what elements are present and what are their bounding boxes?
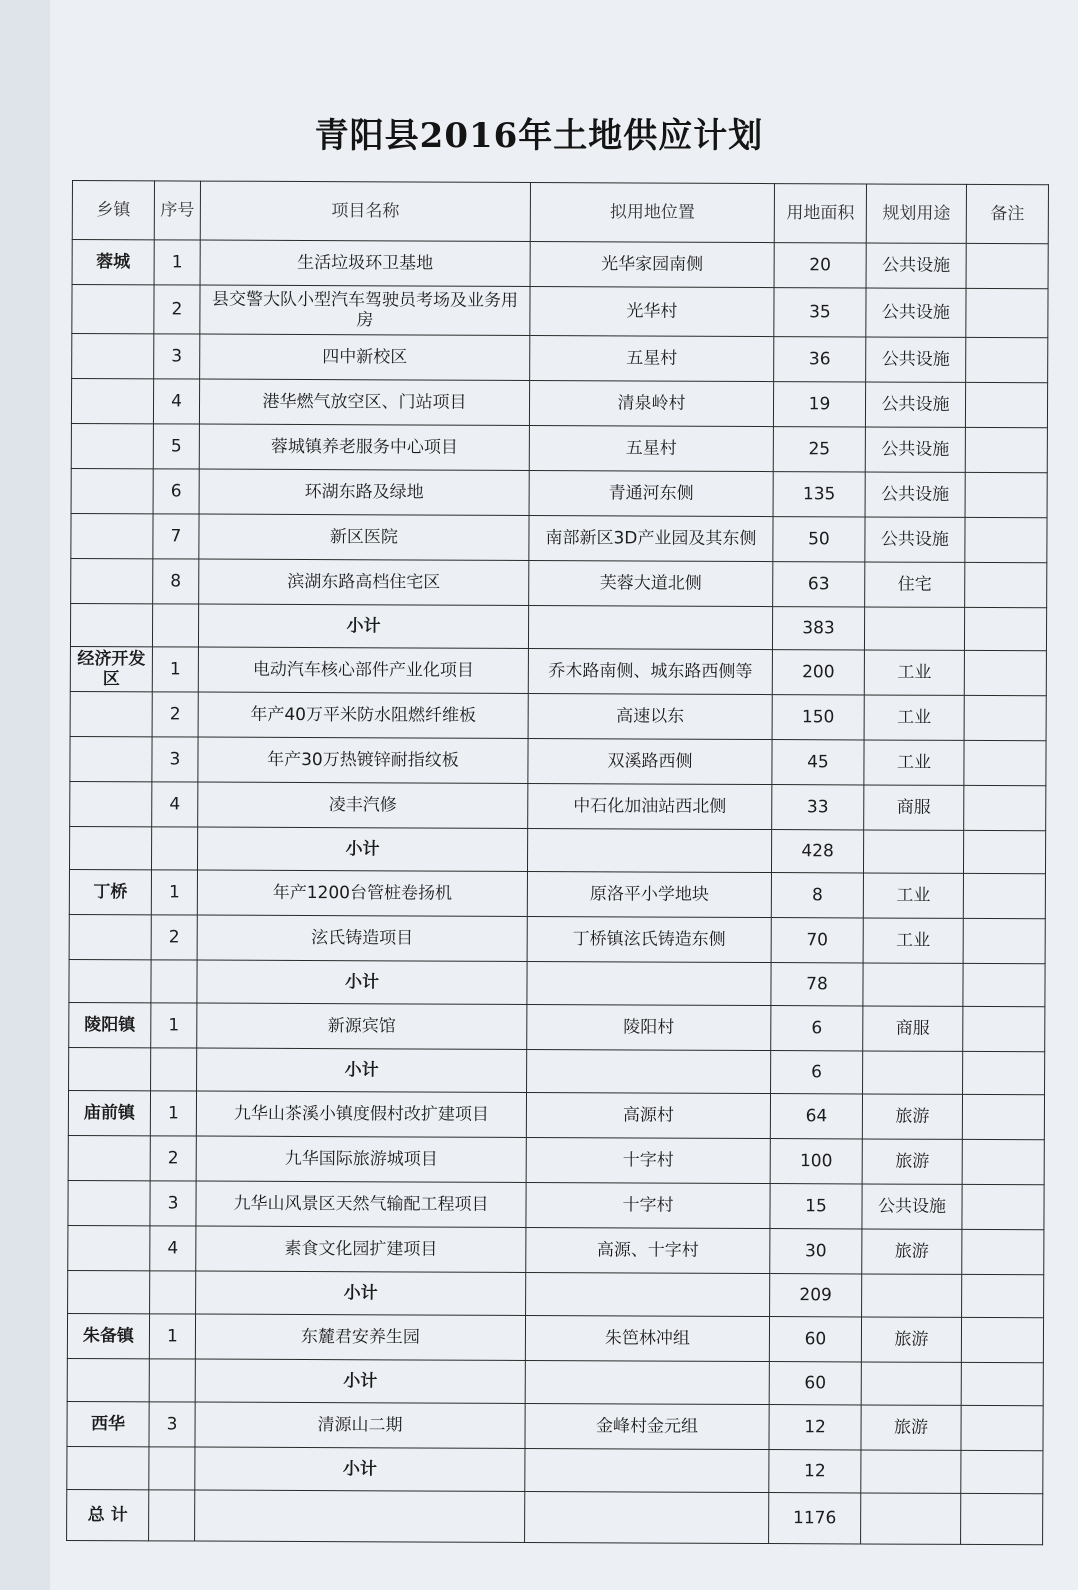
table-row [68,1180,1044,1229]
project-name-cell: 素食文化园扩建项目 [196,1226,526,1272]
town-cell: 总 计 [67,1489,149,1540]
table-row [71,423,1047,472]
area-cell: 70 [771,918,863,963]
subtotal-row [69,959,1045,1006]
area-cell: 60 [769,1362,861,1405]
area-cell: 428 [771,830,863,873]
town-cell [68,1225,150,1270]
table-row [72,285,1048,338]
use-cell [863,963,963,1006]
use-cell: 旅游 [862,1139,962,1184]
use-cell: 商服 [864,785,964,830]
note-cell [962,1094,1044,1139]
use-cell: 住宅 [865,562,965,607]
table-row [70,736,1046,785]
town-cell [70,736,152,781]
serial-cell: 3 [150,1181,196,1226]
location-cell: 高源、十字村 [526,1227,770,1273]
use-cell: 工业 [863,873,963,918]
town-cell: 经济开发区 [70,646,152,691]
area-cell: 100 [770,1139,862,1184]
table-row [67,1401,1043,1450]
project-name-cell: 小计 [196,1271,526,1315]
use-cell: 旅游 [861,1405,961,1450]
use-cell: 工业 [863,918,963,963]
area-cell: 33 [772,785,864,830]
project-name-cell [195,1490,525,1542]
column-header-note: 备注 [966,184,1048,243]
location-cell: 五星村 [530,335,774,381]
project-name-cell: 环湖东路及绿地 [199,469,529,515]
subtotal-row [70,603,1046,650]
use-cell: 公共设施 [866,243,966,288]
table-row [71,558,1047,607]
location-cell: 丁桥镇泫氏铸造东侧 [527,916,771,962]
area-cell: 30 [770,1229,862,1274]
area-cell: 6 [771,1051,863,1094]
serial-cell [149,1490,195,1541]
project-name-cell: 四中新校区 [200,334,530,380]
town-cell [72,334,154,379]
project-name-cell: 蓉城镇养老服务中心项目 [199,424,529,470]
table-row [71,513,1047,562]
document-title: 青阳县2016年土地供应计划 [314,116,764,156]
project-name-cell: 年产40万平米防水阻燃纤维板 [198,692,528,738]
serial-cell: 3 [149,1402,195,1447]
location-cell: 陵阳村 [527,1004,771,1050]
town-cell: 蓉城 [72,240,154,285]
column-header-project: 项目名称 [200,181,530,241]
project-name-cell: 县交警大队小型汽车驾驶员考场及业务用房 [200,285,530,335]
use-cell: 旅游 [861,1317,961,1362]
note-cell [965,562,1047,607]
area-cell: 20 [774,243,866,288]
note-cell [963,830,1045,873]
use-cell: 公共设施 [865,517,965,562]
town-cell [68,1180,150,1225]
location-cell: 朱笆林冲组 [525,1315,769,1361]
subtotal-row [69,826,1045,873]
note-cell [963,873,1045,918]
location-cell: 十字村 [526,1182,770,1228]
town-cell [71,513,153,558]
note-cell [962,1229,1044,1274]
note-cell [964,785,1046,830]
note-cell [963,1006,1045,1051]
project-name-cell: 小计 [197,960,527,1004]
serial-cell [149,1447,195,1490]
project-name-cell: 滨湖东路高档住宅区 [199,559,529,605]
project-name-cell: 小计 [195,1447,525,1491]
serial-cell: 2 [151,915,197,960]
table-row [70,646,1046,695]
note-cell [964,695,1046,740]
use-cell: 公共设施 [866,288,966,337]
project-name-cell: 新区医院 [199,514,529,560]
column-header-no: 序号 [154,181,200,240]
note-cell [962,1184,1044,1229]
location-cell: 南部新区3D产业园及其东侧 [529,515,773,561]
use-cell: 公共设施 [865,382,965,427]
town-cell [72,285,154,334]
serial-cell [149,1359,195,1402]
location-cell: 芙蓉大道北侧 [529,560,773,606]
serial-cell [152,604,198,647]
table-row [72,240,1048,289]
serial-cell: 2 [152,692,198,737]
project-name-cell: 九华国际旅游城项目 [196,1136,526,1182]
area-cell: 36 [774,337,866,382]
project-name-cell: 清源山二期 [195,1402,525,1448]
location-cell [527,961,771,1005]
table-row [69,869,1045,918]
location-cell: 高速以东 [528,693,772,739]
project-name-cell: 生活垃圾环卫基地 [200,240,530,286]
town-cell [71,423,153,468]
area-cell: 60 [769,1317,861,1362]
location-cell: 金峰村金元组 [525,1403,769,1449]
area-cell: 63 [773,562,865,607]
town-cell: 丁桥 [69,869,151,914]
subtotal-row [67,1446,1043,1493]
serial-cell: 4 [152,782,198,827]
town-cell [71,558,153,603]
location-cell: 原洛平小学地块 [527,871,771,917]
use-cell: 工业 [864,650,964,695]
serial-cell: 1 [151,1003,197,1048]
use-cell [861,1362,961,1405]
use-cell [862,1274,962,1317]
town-cell [70,603,152,646]
town-cell [70,691,152,736]
subtotal-row [69,1047,1045,1094]
note-cell [966,288,1048,337]
land-supply-table [66,180,1049,1545]
town-cell [68,1135,150,1180]
use-cell [863,830,963,873]
use-cell [861,1450,961,1493]
town-cell [69,959,151,1002]
note-cell [964,740,1046,785]
project-name-cell: 年产1200台管桩卷扬机 [197,870,527,916]
use-cell: 公共设施 [865,427,965,472]
serial-cell: 8 [153,559,199,604]
serial-cell: 6 [153,469,199,514]
note-cell [964,607,1046,650]
serial-cell: 2 [150,1136,196,1181]
note-cell [963,918,1045,963]
use-cell [861,1493,961,1544]
project-name-cell: 小计 [195,1359,525,1403]
town-cell [68,1270,150,1313]
location-cell: 光华村 [530,286,774,336]
location-cell: 光华家园南侧 [530,242,774,288]
location-cell: 十字村 [526,1137,770,1183]
town-cell: 朱备镇 [67,1313,149,1358]
location-cell [527,828,771,872]
location-cell: 高源村 [526,1092,770,1138]
note-cell [965,427,1047,472]
table-row [71,379,1047,428]
note-cell [965,472,1047,517]
town-cell [69,826,151,869]
area-cell: 50 [773,517,865,562]
location-cell: 乔木路南侧、城东路西侧等 [528,648,772,694]
note-cell [965,517,1047,562]
location-cell [527,1049,771,1093]
project-name-cell: 小计 [198,604,528,648]
serial-cell: 3 [152,737,198,782]
project-name-cell: 电动汽车核心部件产业化项目 [198,647,528,693]
note-cell [966,243,1048,288]
subtotal-row [67,1358,1043,1405]
use-cell: 公共设施 [865,472,965,517]
serial-cell: 5 [153,424,199,469]
town-cell [69,1047,151,1090]
use-cell: 工业 [864,740,964,785]
town-cell [69,914,151,959]
note-cell [961,1362,1043,1405]
project-name-cell: 九华山风景区天然气输配工程项目 [196,1181,526,1227]
table-row [67,1313,1043,1362]
location-cell [528,605,772,649]
project-name-cell: 年产30万热镀锌耐指纹板 [198,737,528,783]
note-cell [963,1051,1045,1094]
area-cell: 78 [771,963,863,1006]
note-cell [964,650,1046,695]
area-cell: 150 [772,695,864,740]
area-cell: 15 [770,1184,862,1229]
serial-cell: 4 [153,379,199,424]
area-cell: 45 [772,740,864,785]
location-cell: 青通河东侧 [529,470,773,516]
area-cell: 200 [772,650,864,695]
area-cell: 1176 [769,1493,861,1544]
table-row [69,1002,1045,1051]
town-cell [67,1358,149,1401]
use-cell: 旅游 [862,1229,962,1274]
table-row [68,1135,1044,1184]
column-header-use: 规划用途 [866,184,966,243]
area-cell: 25 [773,427,865,472]
serial-cell: 7 [153,514,199,559]
area-cell: 8 [771,873,863,918]
use-cell: 旅游 [862,1094,962,1139]
note-cell [962,1139,1044,1184]
note-cell [961,1405,1043,1450]
serial-cell [151,827,197,870]
location-cell [525,1360,769,1404]
serial-cell: 1 [151,870,197,915]
column-header-area: 用地面积 [774,184,866,243]
table-row [70,691,1046,740]
subtotal-row [68,1270,1044,1317]
town-cell: 陵阳镇 [69,1002,151,1047]
area-cell: 209 [770,1274,862,1317]
use-cell: 工业 [864,695,964,740]
serial-cell [150,1271,196,1314]
location-cell: 中石化加油站西北侧 [528,783,772,829]
table-header-row [72,181,1048,244]
project-name-cell: 小计 [197,1048,527,1092]
note-cell [962,1274,1044,1317]
project-name-cell: 港华燃气放空区、门站项目 [199,379,529,425]
serial-cell: 2 [154,285,200,334]
town-cell [71,379,153,424]
location-cell [525,1448,769,1492]
project-name-cell: 九华山茶溪小镇度假村改扩建项目 [196,1091,526,1137]
area-cell: 12 [769,1405,861,1450]
area-cell: 135 [773,472,865,517]
serial-cell: 4 [150,1226,196,1271]
town-cell [67,1446,149,1489]
project-name-cell: 东麓君安养生园 [195,1314,525,1360]
column-header-town: 乡镇 [72,181,154,240]
note-cell [966,337,1048,382]
location-cell: 双溪路西侧 [528,738,772,784]
note-cell [965,382,1047,427]
note-cell [961,1493,1043,1544]
location-cell: 清泉岭村 [529,380,773,426]
serial-cell: 1 [149,1314,195,1359]
project-name-cell: 泫氏铸造项目 [197,915,527,961]
grand-total-row [67,1489,1043,1544]
use-cell: 商服 [863,1006,963,1051]
area-cell: 19 [773,382,865,427]
use-cell: 公共设施 [866,337,966,382]
town-cell: 庙前镇 [68,1090,150,1135]
column-header-location: 拟用地位置 [530,183,774,243]
town-cell: 西华 [67,1401,149,1446]
serial-cell [151,960,197,1003]
note-cell [961,1317,1043,1362]
table-row [68,1225,1044,1274]
serial-cell: 1 [150,1091,196,1136]
area-cell: 383 [772,607,864,650]
town-cell [70,781,152,826]
table-row [68,1090,1044,1139]
serial-cell [151,1048,197,1091]
area-cell: 12 [769,1450,861,1493]
table-row [72,334,1048,383]
project-name-cell: 小计 [197,827,527,871]
table-row [69,914,1045,963]
note-cell [961,1450,1043,1493]
use-cell [863,1051,963,1094]
table-row [70,781,1046,830]
area-cell: 6 [771,1006,863,1051]
project-name-cell: 凌丰汽修 [198,782,528,828]
town-cell [71,468,153,513]
use-cell: 公共设施 [862,1184,962,1229]
serial-cell: 1 [152,647,198,692]
serial-cell: 1 [154,240,200,285]
note-cell [963,963,1045,1006]
location-cell: 五星村 [529,425,773,471]
location-cell [526,1272,770,1316]
use-cell [864,607,964,650]
location-cell [525,1491,769,1543]
area-cell: 64 [770,1094,862,1139]
area-cell: 35 [774,288,866,337]
serial-cell: 3 [154,334,200,379]
table-row [71,468,1047,517]
project-name-cell: 新源宾馆 [197,1003,527,1049]
